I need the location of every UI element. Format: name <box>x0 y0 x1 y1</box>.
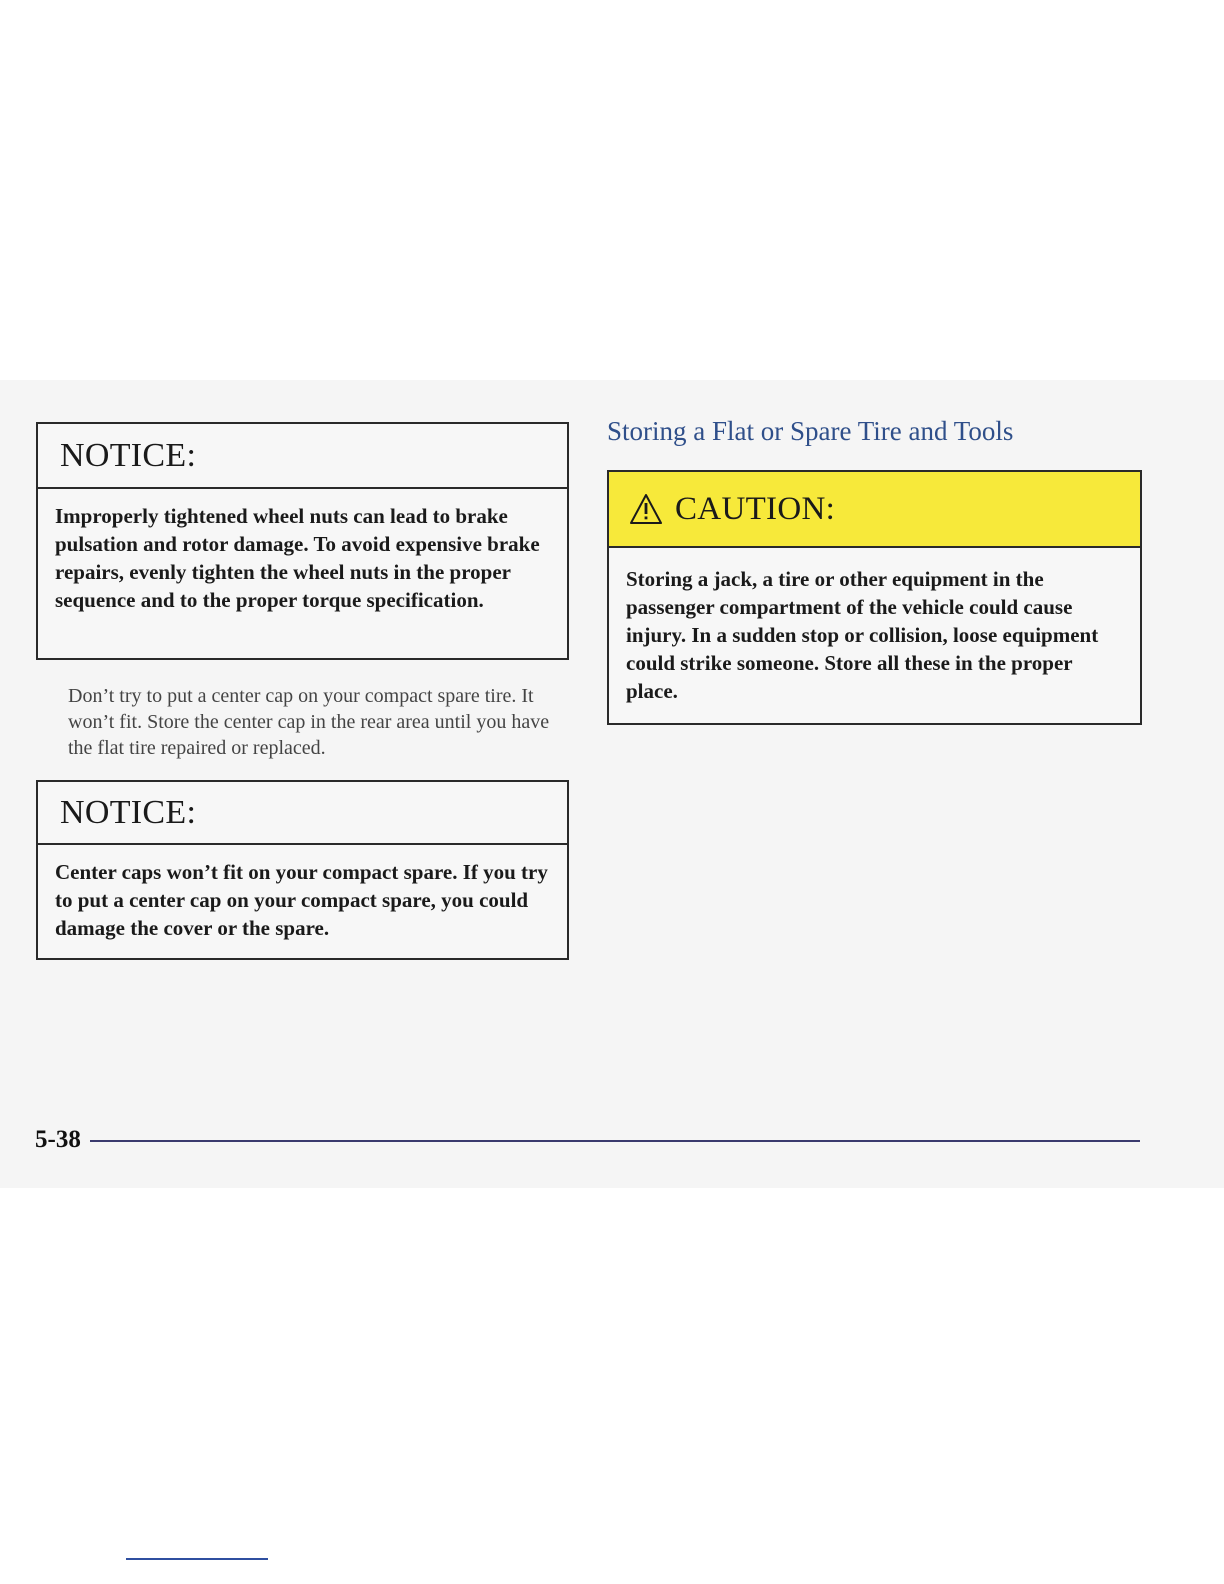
center-cap-paragraph: Don’t try to put a center cap on your compact spare tire. It won’t fit. Store the center cap in the rear area until you have the flat tire repaired or replaced. <box>68 685 550 759</box>
section-title: Storing a Flat or Spare Tire and Tools <box>607 416 1014 446</box>
notice-heading: NOTICE: <box>38 424 567 489</box>
caution-text: Storing a jack, a tire or other equipment in the passenger compartment of the vehicle could cause injury. In a sudden stop or collision, loose equipment could strike someone. Store all these in the proper place. <box>626 567 1099 703</box>
footer-rule <box>90 1140 1140 1142</box>
notice-box-center-caps <box>36 780 569 960</box>
notice-text: Center caps won’t fit on your compact spare. If you try to put a center cap on your compact spare, you could damage the cover or the spare. <box>55 860 548 940</box>
notice-text: Improperly tightened wheel nuts can lead to brake pulsation and rotor damage. To avoid expensive brake repairs, evenly tighten the wheel nuts in the proper sequence and to the proper torque specification. <box>55 504 540 612</box>
divider-line <box>126 1558 268 1560</box>
warning-triangle-icon <box>629 493 663 525</box>
caution-header <box>609 472 1140 548</box>
notice-box-wheel-nuts <box>36 422 569 660</box>
caution-box <box>607 470 1142 725</box>
page-number: 5-38 <box>35 1126 81 1153</box>
notice-heading: NOTICE: <box>38 782 567 845</box>
caution-heading: CAUTION: <box>675 490 836 527</box>
